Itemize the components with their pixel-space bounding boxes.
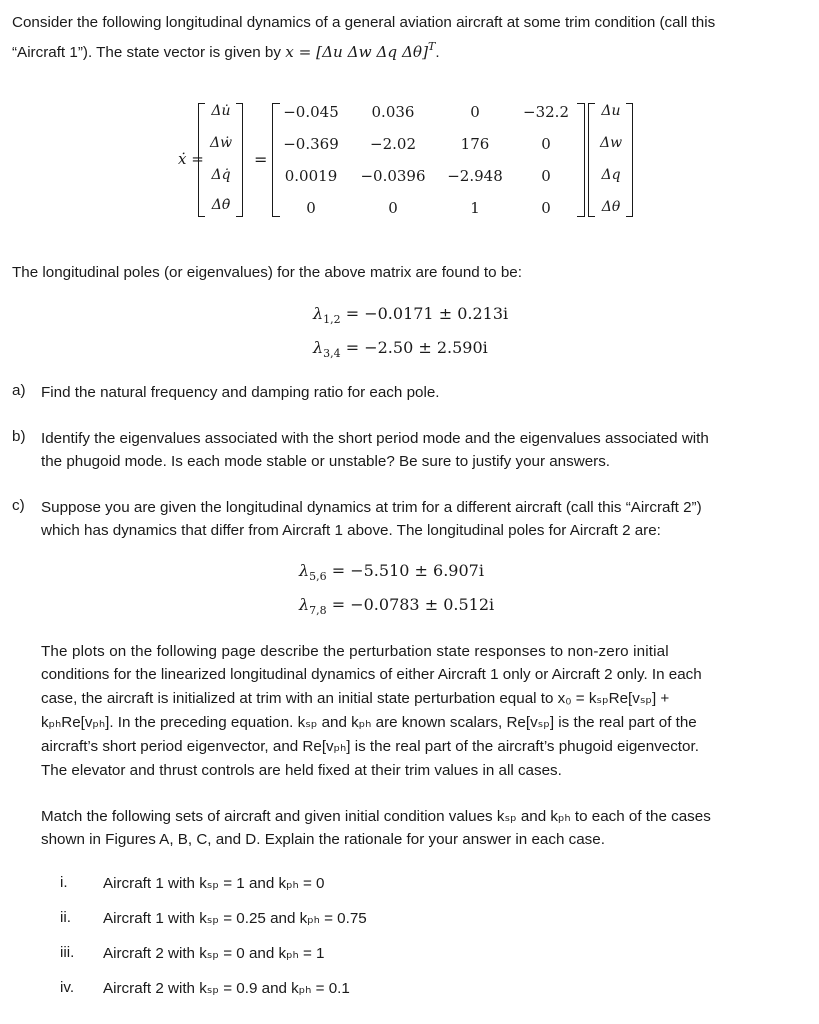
pole-symbol: λ — [313, 338, 324, 357]
case-number: iv. — [60, 979, 75, 996]
deriv-0: Δu̇ — [211, 103, 231, 119]
pole-value: = −2.50 ± 2.590i — [340, 338, 488, 357]
case-number: i. — [60, 874, 68, 891]
plots-line-4: kₚₕRe[vₚₕ]. In the preceding equation. kₛₚ and kₚₕ are known scalars, Re[vₛₚ] is the real part of the — [41, 714, 697, 731]
plots-line-3: case, the aircraft is initialized at trim with an initial state perturbation equal to x₀ = kₛₚRe[vₛₚ] + — [41, 690, 670, 707]
pole-value: = −0.0171 ± 0.213i — [340, 304, 509, 323]
pole-pair-3-4 — [313, 338, 488, 360]
matrix-cell: 0 — [306, 199, 316, 217]
deriv-1: Δẇ — [209, 135, 233, 151]
plots-line-1: The plots on the following page describe the perturbation state responses to non-zero initial — [41, 643, 669, 660]
deriv-3: Δθ̇ — [211, 197, 231, 213]
part-c-line-1: Suppose you are given the longitudinal dynamics at trim for a different aircraft (call this “Aircraft 2”) — [41, 499, 702, 516]
plots-line-6: The elevator and thrust controls are held fixed at their trim values in all cases. — [41, 762, 562, 779]
state-1: Δw — [599, 135, 623, 151]
pole-pair-5-6 — [299, 561, 484, 583]
part-c-line-2: which has dynamics that differ from Aircraft 1 above. The longitudinal poles for Aircraft 2 are: — [41, 522, 661, 539]
case-number: ii. — [60, 909, 71, 926]
pole-symbol: λ — [313, 304, 324, 323]
matrix-cell: 0.0019 — [284, 167, 338, 185]
state-vector: x = [Δu Δw Δq Δθ] — [285, 43, 429, 61]
match-line-1: Match the following sets of aircraft and given initial condition values kₛₚ and kₚₕ to each of the cases — [41, 808, 711, 825]
case-text: Aircraft 2 with kₛₚ = 0 and kₚₕ = 1 — [103, 945, 325, 962]
case-text: Aircraft 1 with kₛₚ = 1 and kₚₕ = 0 — [103, 875, 325, 892]
matrix-cell: −0.369 — [283, 135, 339, 153]
case-number: iii. — [60, 944, 75, 961]
matrix-cell: 0 — [470, 103, 480, 121]
matrix-cell: 0.036 — [371, 103, 415, 121]
intro-line-1: Consider the following longitudinal dynamics of a general aviation aircraft at some trim condition (call this — [12, 14, 716, 31]
part-b-line-1: Identify the eigenvalues associated with the short period mode and the eigenvalues associated with — [41, 430, 709, 447]
matrix-cell: 176 — [460, 135, 490, 153]
case-text: Aircraft 2 with kₛₚ = 0.9 and kₚₕ = 0.1 — [103, 980, 350, 997]
matrix-cell: 0 — [388, 199, 398, 217]
pole-symbol: λ — [299, 561, 310, 580]
state-0: Δu — [601, 103, 621, 119]
intro-period: . — [435, 44, 440, 61]
match-line-2: shown in Figures A, B, C, and D. Explain the rationale for your answer in each case. — [41, 831, 605, 848]
transpose-mark: T — [428, 40, 436, 53]
part-c-label: c) — [12, 497, 25, 514]
poles-intro: The longitudinal poles (or eigenvalues) for the above matrix are found to be: — [12, 264, 522, 281]
matrix-cell: −2.02 — [370, 135, 416, 153]
pole-value: = −5.510 ± 6.907i — [326, 561, 484, 580]
matrix-cell: −32.2 — [523, 103, 569, 121]
matrix-cell: 0 — [541, 167, 551, 185]
matrix-cell: 0 — [541, 135, 551, 153]
state-2: Δq — [601, 167, 621, 183]
state-3: Δθ — [601, 199, 621, 215]
pole-pair-1-2 — [313, 304, 508, 326]
matrix-cell: −0.0396 — [360, 167, 426, 185]
matrix-cell: −0.045 — [283, 103, 339, 121]
part-b-label: b) — [12, 428, 26, 445]
matrix-cell: 0 — [541, 199, 551, 217]
intro-line-2-text: “Aircraft 1”). The state vector is given by — [12, 44, 286, 61]
part-a-text: Find the natural frequency and damping ratio for each pole. — [41, 384, 440, 401]
pole-subscript: 7,8 — [309, 604, 327, 617]
pole-value: = −0.0783 ± 0.512i — [326, 595, 495, 614]
pole-subscript: 3,4 — [323, 347, 341, 360]
pole-subscript: 5,6 — [309, 570, 327, 583]
matrix-cell: −2.948 — [447, 167, 503, 185]
part-b-line-2: the phugoid mode. Is each mode stable or unstable? Be sure to justify your answers. — [41, 453, 611, 470]
deriv-2: Δq̇ — [211, 167, 231, 183]
intro-line-2 — [12, 36, 440, 65]
plots-line-2: conditions for the linearized longitudinal dynamics of either Aircraft 1 only or Aircraft 2 only. In each — [41, 666, 702, 683]
equation-lhs: ẋ = — [178, 150, 204, 168]
part-a-label: a) — [12, 382, 26, 399]
equals-sign: = — [254, 150, 268, 169]
pole-symbol: λ — [299, 595, 310, 614]
pole-subscript: 1,2 — [323, 313, 341, 326]
case-text: Aircraft 1 with kₛₚ = 0.25 and kₚₕ = 0.75 — [103, 910, 367, 927]
pole-pair-7-8 — [299, 595, 494, 617]
matrix-cell: 1 — [470, 199, 480, 217]
plots-line-5: aircraft’s short period eigenvector, and Re[vₚₕ] is the real part of the aircraft’s phugoid eigenvector. — [41, 738, 699, 755]
